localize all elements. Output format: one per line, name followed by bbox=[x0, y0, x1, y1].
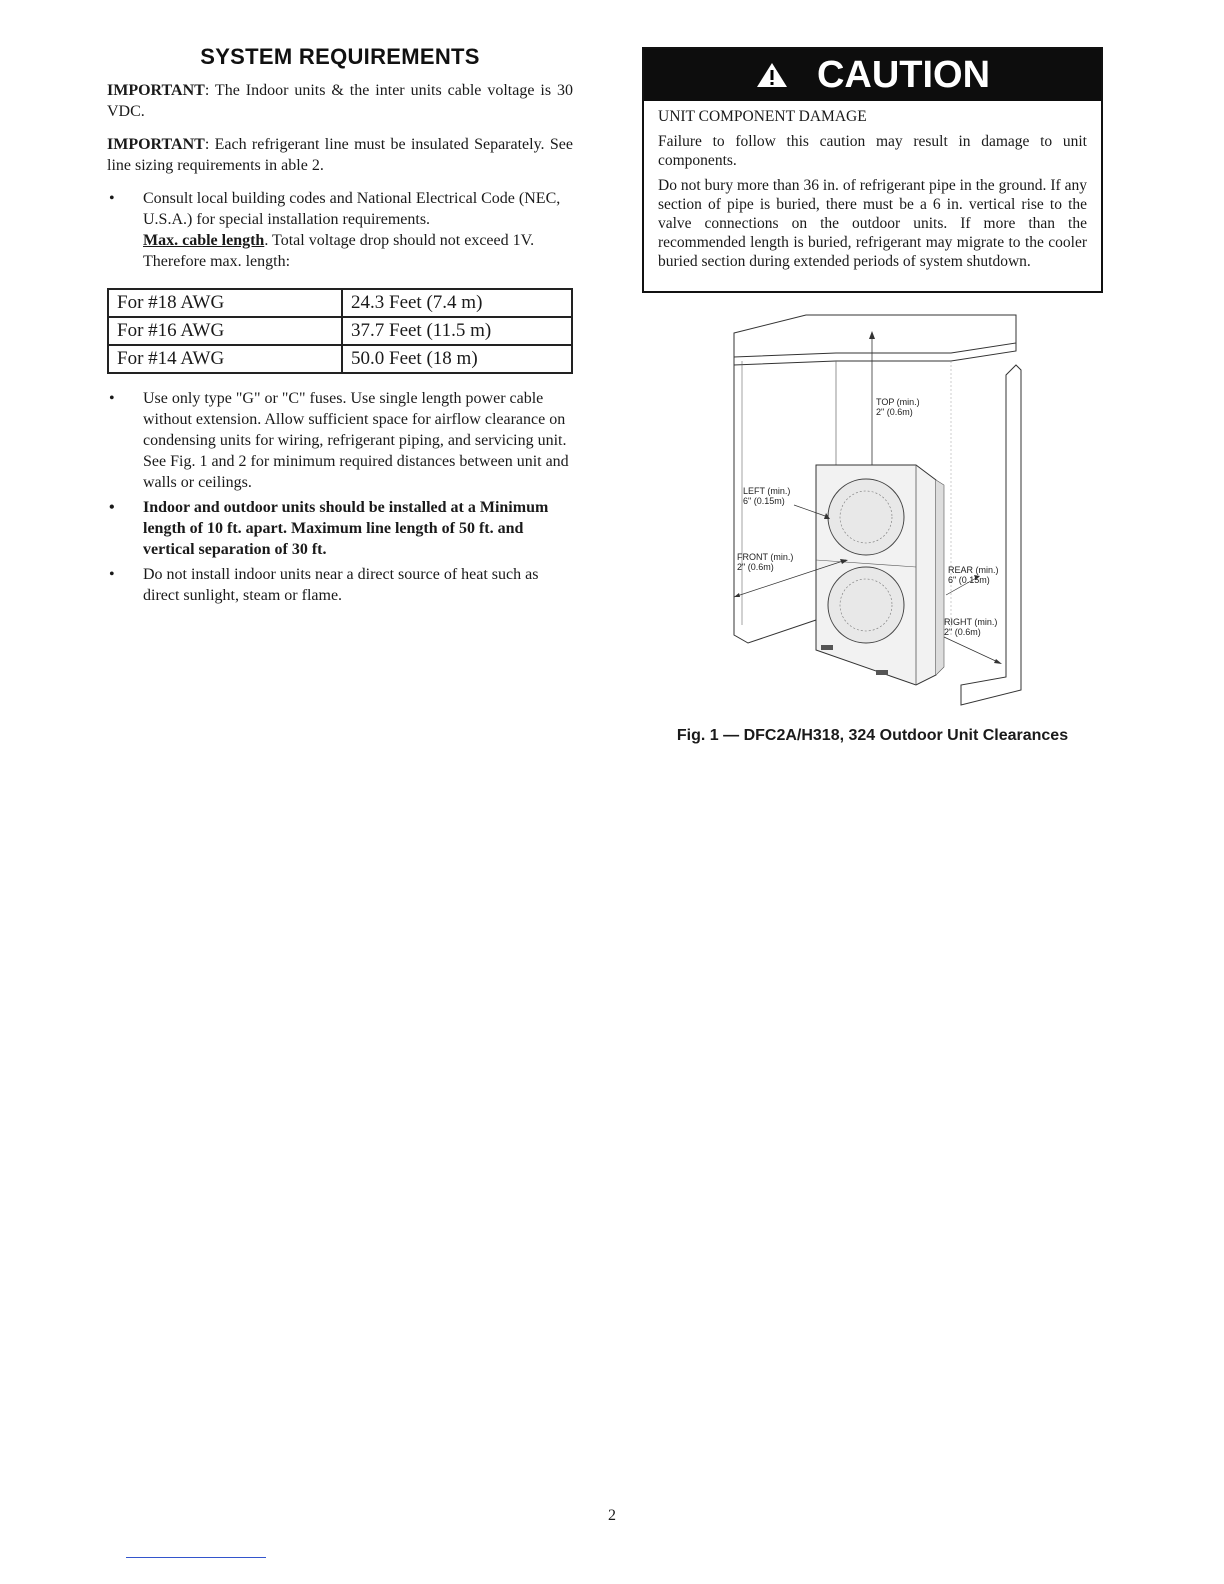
caution-box bbox=[642, 47, 1103, 293]
list-item: • Indoor and outdoor units should be installed at a Minimum length of 10 ft. apart. Maximum line length of 50 ft. and vertical separation of 30 ft. bbox=[107, 497, 573, 560]
table-cell-gauge: For #18 AWG bbox=[108, 289, 342, 317]
table-row bbox=[108, 317, 572, 345]
footer-link-line bbox=[126, 1557, 266, 1558]
right-clearance-value: 2" (0.6m) bbox=[944, 627, 981, 637]
important-text: : The Indoor units & the inter units cable voltage is 30 VDC. bbox=[107, 82, 573, 120]
caution-heading: CAUTION bbox=[816, 53, 991, 96]
list-item-text: . Total voltage drop should not exceed 1V. Therefore max. length: bbox=[143, 232, 535, 270]
requirements-list bbox=[107, 188, 573, 272]
caution-body bbox=[644, 101, 1101, 271]
important-label: IMPORTANT bbox=[107, 136, 205, 153]
right-clearance-label: RIGHT (min.) bbox=[944, 617, 998, 627]
front-clearance-label: FRONT (min.) bbox=[737, 552, 794, 562]
top-clearance-label: TOP (min.) bbox=[876, 397, 920, 407]
table-row bbox=[108, 289, 572, 317]
table-cell-length: 24.3 Feet (7.4 m) bbox=[342, 289, 572, 317]
caution-title: UNIT COMPONENT DAMAGE bbox=[658, 108, 867, 125]
caution-header bbox=[644, 49, 1101, 101]
caution-paragraph: Failure to follow this caution may result in damage to unit components. bbox=[658, 133, 1087, 169]
left-clearance-value: 6" (0.15m) bbox=[743, 496, 785, 506]
table-cell-length: 37.7 Feet (11.5 m) bbox=[342, 317, 572, 345]
left-clearance-label: LEFT (min.) bbox=[743, 486, 791, 496]
left-column bbox=[107, 44, 573, 610]
important-note-voltage bbox=[107, 80, 573, 122]
top-clearance-value: 2" (0.6m) bbox=[876, 407, 913, 417]
cable-length-table bbox=[107, 288, 573, 374]
list-item: • Use only type "G" or "C" fuses. Use single length power cable without extension. Allow sufficient space for airflow clearance on condensing units for wiring, refrigerant piping, and servicing unit. See Fig. 1 and 2 for minimum required distances between unit and walls or ceilings. bbox=[107, 388, 573, 493]
caution-paragraph: Do not bury more than 36 in. of refrigerant pipe in the ground. If any section of pipe is buried, there must be a 6 in. vertical rise to the valve connections on the outdoor units. If more than the recommended length is buried, refrigerant may migrate to the cooler buried section during extended periods of system shutdown. bbox=[658, 177, 1087, 270]
rear-clearance-value: 6" (0.15m) bbox=[948, 575, 990, 585]
important-note-insulation bbox=[107, 134, 573, 176]
rear-clearance-label: REAR (min.) bbox=[948, 565, 999, 575]
list-item bbox=[107, 188, 573, 272]
table-cell-gauge: For #16 AWG bbox=[108, 317, 342, 345]
outdoor-unit-clearance-diagram bbox=[716, 305, 1038, 717]
max-cable-length-label: Max. cable length bbox=[143, 232, 265, 249]
table-cell-length: 50.0 Feet (18 m) bbox=[342, 345, 572, 373]
table-row bbox=[108, 345, 572, 373]
page-number: 2 bbox=[608, 1507, 616, 1524]
requirements-list-continued bbox=[107, 388, 573, 606]
table-cell-gauge: For #14 AWG bbox=[108, 345, 342, 373]
important-label: IMPORTANT bbox=[107, 82, 205, 99]
important-text: : Each refrigerant line must be insulated Separately. See line sizing requirements in able 2. bbox=[107, 136, 573, 174]
list-item: • Do not install indoor units near a direct source of heat such as direct sunlight, steam or flame. bbox=[107, 564, 573, 606]
front-clearance-value: 2" (0.6m) bbox=[737, 562, 774, 572]
figure-caption: Fig. 1 — DFC2A/H318, 324 Outdoor Unit Clearances bbox=[676, 727, 1069, 744]
section-title: SYSTEM REQUIREMENTS bbox=[200, 44, 480, 69]
warning-triangle-icon bbox=[755, 61, 789, 89]
list-item-text: Consult local building codes and National Electrical Code (NEC, U.S.A.) for special installation requirements. bbox=[143, 190, 561, 228]
